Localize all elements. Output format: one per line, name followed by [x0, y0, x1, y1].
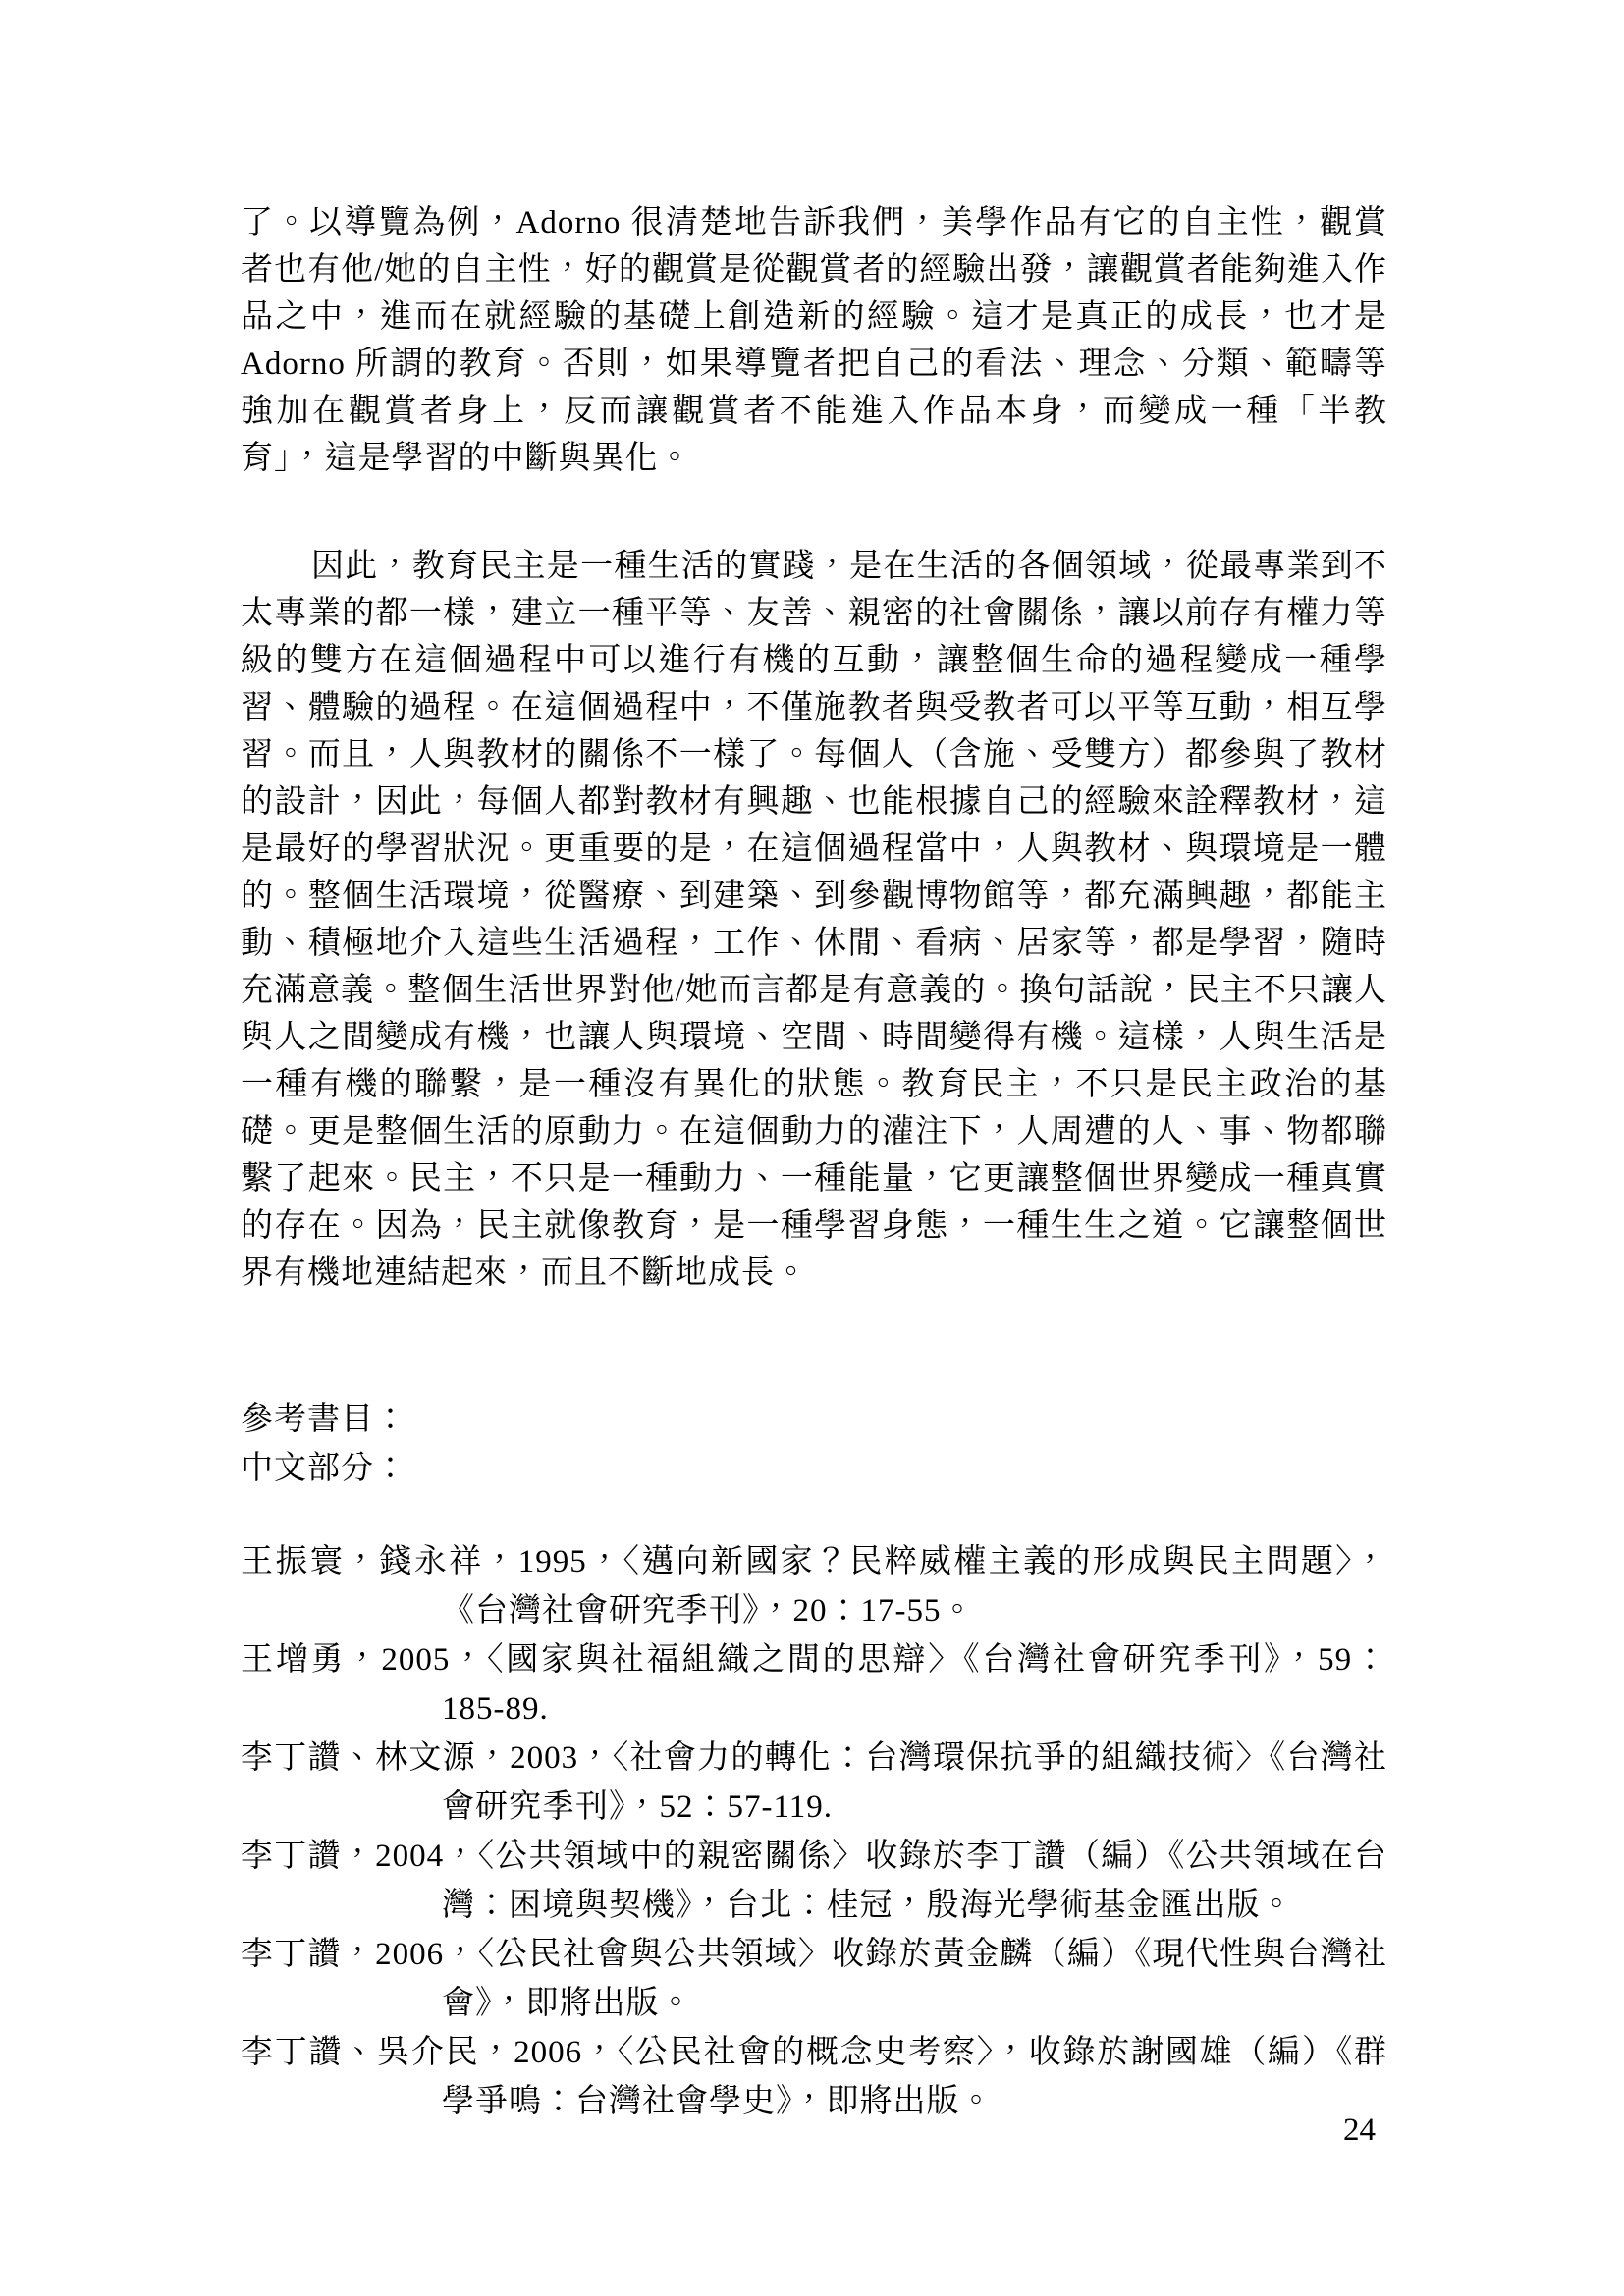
page-number: 24 [1343, 2112, 1376, 2148]
references-section-label: 中文部分： [241, 1451, 407, 1486]
bibliography-entry-4: 李丁讚，2004，〈公共領域中的親密關係〉收錄於李丁讚（編）《公共領域在台灣：困境與契機》，台北：桂冠，殷海光學術基金匯出版。 [241, 1839, 1387, 1923]
body-paragraph-2: 因此，教育民主是一種生活的實踐，是在生活的各個領域，從最專業到不太專業的都一樣，建立一種平等、友善、親密的社會關係，讓以前存有權力等級的雙方在這個過程中可以進行有機的互動，讓整個生命的過程變成一種學習、體驗的過程。在這個過程中，不僅施教者與受教者可以平等互動，相互學習。而且，人與教材的關係不一樣了。每個人（含施、受雙方）都參與了教材的設計，因此，每個人都對教材有興趣、也能根據自己的經驗來詮釋教材，這是最好的學習狀況。更重要的是，在這個過程當中，人與教材、與環境是一體的。整個生活環境，從醫療、到建築、到參觀博物館等，都充滿興趣，都能主動、積極地介入這些生活過程，工作、休閒、看病、居家等，都是學習，隨時充滿意義。整個生活世界對他/她而言都是有意義的。換句話說，民主不只讓人與人之間變成有機，也讓人與環境、空間、時間變得有機。這樣，人與生活是一種有機的聯繫，是一種沒有異化的狀態。教育民主，不只是民主政治的基礎。更是整個生活的原動力。在這個動力的灌注下，人周遭的人、事、物都聯繫了起來。民主，不只是一種動力、一種能量，它更讓整個世界變成一種真實的存在。因為，民主就像教育，是一種學習身態，一種生生之道。它讓整個世界有機地連結起來，而且不斷地成長。 [241, 549, 1387, 1291]
bibliography-entry-1: 王振寰，錢永祥，1995，〈邁向新國家？民粹威權主義的形成與民主問題〉，《台灣社會研究季刊》，20：17-55。 [241, 1544, 1387, 1629]
bibliography-entry-6: 李丁讚、吳介民，2006，〈公民社會的概念史考察〉，收錄於謝國雄（編）《群學爭鳴：台灣社會學史》，即將出版。 [241, 2035, 1387, 2119]
bibliography-entry-3: 李丁讚、林文源，2003，〈社會力的轉化：台灣環保抗爭的組織技術〉《台灣社會研究季刊》，52：57-119. [241, 1740, 1387, 1825]
references-heading-block [241, 1395, 1387, 1493]
references-heading: 參考書目： [241, 1402, 407, 1437]
page-content [241, 199, 1387, 2126]
bibliography-entry-5: 李丁讚，2006，〈公民社會與公共領域〉收錄於黃金麟（編）《現代性與台灣社會》，即將出版。 [241, 1937, 1387, 2021]
body-paragraph-1: 了。以導覽為例，Adorno 很清楚地告訴我們，美學作品有它的自主性，觀賞者也有他/她的自主性，好的觀賞是從觀賞者的經驗出發，讓觀賞者能夠進入作品之中，進而在就經驗的基礎上創造新的經驗。這才是真正的成長，也才是 Adorno 所謂的教育。否則，如果導覽者把自己的看法、理念、分類、範疇等強加在觀賞者身上，反而讓觀賞者不能進入作品本身，而變成一種「半教育」，這是學習的中斷與異化。 [241, 205, 1387, 476]
bibliography-list [241, 1537, 1387, 2126]
bibliography-entry-2: 王增勇，2005，〈國家與社福組織之間的思辯〉《台灣社會研究季刊》，59：185-89. [241, 1642, 1387, 1727]
